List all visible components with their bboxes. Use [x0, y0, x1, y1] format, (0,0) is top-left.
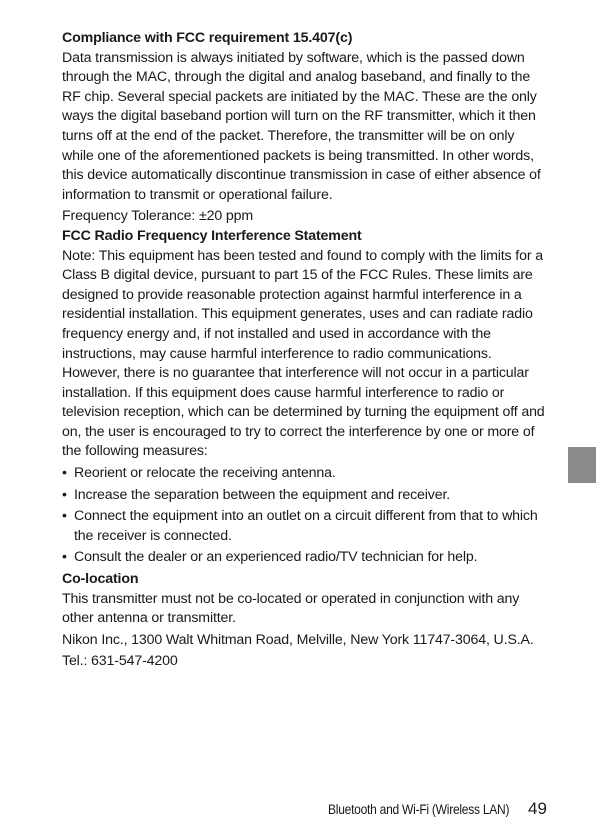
section-side-tab	[568, 447, 596, 483]
list-item-text: Increase the separation between the equipment and receiver.	[74, 486, 451, 503]
fcc-15407c-heading: Compliance with FCC requirement 15.407(c)	[62, 30, 353, 46]
measures-list	[62, 464, 548, 568]
list-item	[62, 548, 548, 568]
fcc-rf-interference-heading: FCC Radio Frequency Interference Statement	[62, 227, 362, 244]
page-content	[62, 29, 548, 672]
list-item	[62, 464, 548, 484]
page-number: 49	[528, 799, 547, 818]
telephone-text: Tel.: 631-547-4200	[62, 653, 178, 670]
co-location-paragraph: This transmitter must not be co-located or operated in conjunction with any other antenna or transmitter.	[62, 590, 520, 627]
bullet-icon: •	[62, 549, 67, 566]
bullet-icon: •	[62, 486, 67, 503]
footer-section-title: Bluetooth and Wi-Fi (Wireless LAN)	[328, 801, 510, 817]
bullet-icon: •	[62, 508, 67, 525]
list-item-text: Consult the dealer or an experienced radio/TV technician for help.	[74, 549, 478, 566]
fcc-note-paragraph: Note: This equipment has been tested and found to comply with the limits for a Class B digital device, pursuant to part 15 of the FCC Rules. These limits are designed to provide reasonable protection against harmful interference in a residential installation. This equipment generates, uses and can radiate radio frequency energy and, if not installed and used in accordance with the instructions, may cause harmful interference to radio communications. However, there is no guarantee that interference will not occur in a particular installation. If this equipment does cause harmful interference to radio or television reception, which can be determined by turning the equipment off and on, the user is encouraged to try to correct the interference by one or more of the following measures:	[62, 247, 545, 460]
list-item	[62, 507, 548, 546]
list-item	[62, 486, 548, 506]
frequency-tolerance-text: Frequency Tolerance: ±20 ppm	[62, 208, 254, 225]
list-item-text: Connect the equipment into an outlet on a circuit different from that to which the receiver is connected.	[74, 508, 538, 544]
data-transmission-paragraph: Data transmission is always initiated by software, which is the passed down through the MAC, through the digital and analog baseband, and finally to the RF chip. Several special packets are initiated by the MAC. These are the only ways the digital baseband portion will turn on the RF transmitter, which it then turns off at the end of the packet. Therefore, the transmitter will be on only while one of the aforementioned packets is being transmitted. In other words, this device automatically discontinue transmission in case of either absence of information to transmit or operational failure.	[62, 49, 541, 203]
address-text: Nikon Inc., 1300 Walt Whitman Road, Melville, New York 11747-3064, U.S.A.	[62, 631, 534, 648]
bullet-icon: •	[62, 465, 67, 482]
co-location-heading: Co-location	[62, 571, 139, 588]
list-item-text: Reorient or relocate the receiving antenna.	[74, 465, 336, 482]
